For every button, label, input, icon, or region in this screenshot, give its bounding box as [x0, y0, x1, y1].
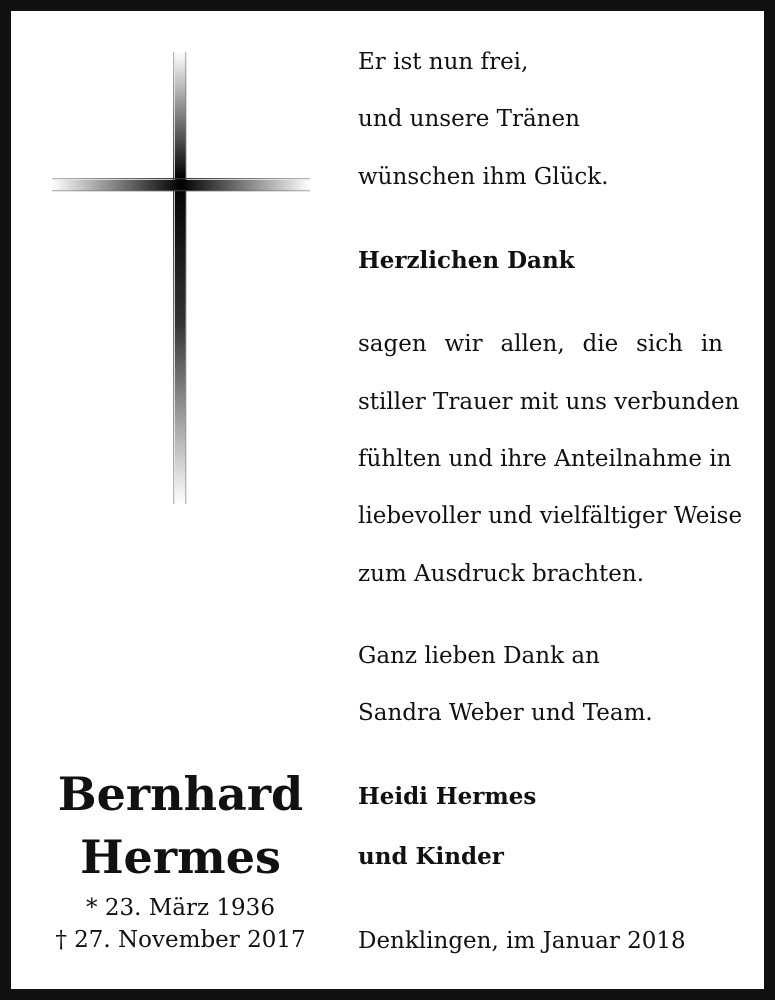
- thanks-word: sich: [636, 331, 683, 357]
- thanks-body-line-2: stiller Trauer mit uns verbunden: [358, 389, 740, 415]
- place-date: Denklingen, im Januar 2018: [358, 928, 686, 954]
- thanks-word: wir: [444, 331, 483, 357]
- verse-line-3: wünschen ihm Glück.: [358, 164, 609, 190]
- death-date: † 27. November 2017: [55, 927, 306, 953]
- thanks-body-line-1: [358, 330, 723, 358]
- thanks-body-line-5: zum Ausdruck brachten.: [358, 561, 645, 587]
- birth-date: * 23. März 1936: [86, 895, 275, 921]
- verse-line-1: Er ist nun frei,: [358, 49, 529, 75]
- thanks-heading: Herzlichen Dank: [358, 247, 575, 274]
- thanks-body-line-4: liebevoller und vielfältiger Weise: [358, 503, 743, 529]
- deceased-last-name: Hermes: [80, 830, 281, 884]
- cross-icon: [52, 52, 310, 504]
- signature-line-1: Heidi Hermes: [358, 783, 537, 810]
- thanks-word: die: [582, 331, 619, 357]
- special-thanks-line-2: Sandra Weber und Team.: [358, 700, 653, 726]
- verse-line-2: und unsere Tränen: [358, 106, 580, 132]
- signature-line-2: und Kinder: [358, 843, 504, 870]
- deceased-first-name: Bernhard: [57, 767, 304, 821]
- thanks-word: allen,: [500, 331, 565, 357]
- thanks-body-line-3: fühlten und ihre Anteilnahme in: [358, 446, 732, 472]
- thanks-word: sagen: [358, 331, 427, 357]
- special-thanks-line-1: Ganz lieben Dank an: [358, 643, 600, 669]
- thanks-word: in: [700, 331, 723, 357]
